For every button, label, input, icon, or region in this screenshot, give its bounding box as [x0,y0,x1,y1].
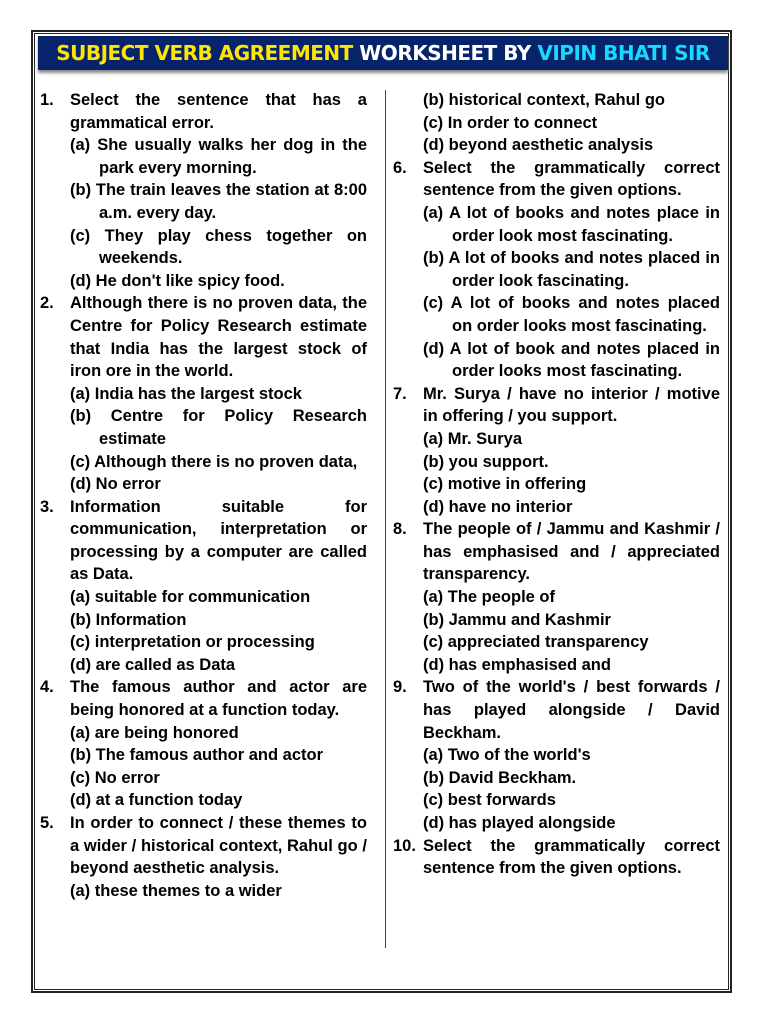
answer-option: (a) She usually walks her dog in the park every morning. [70,136,367,177]
question-number: 7. [393,384,407,403]
question-body [423,676,720,834]
answer-option: (d) has emphasised and [423,655,611,674]
answer-option: (a) A lot of books and notes place in order look most fascinating. [423,203,720,245]
question-stem: Select the grammatically correct sentence from the given options. [423,158,720,200]
question-item [40,89,367,292]
answer-option: (b) Jammu and Kashmir [423,610,611,629]
worksheet-title-banner [38,36,728,70]
question-number: 9. [393,678,407,697]
question-body [423,518,720,676]
column-divider [385,90,386,948]
question-number: 6. [393,158,407,177]
question-stem: In order to connect / these themes to a wider / historical context, Rahul go / beyond aesthetic analysis. [70,814,367,878]
answer-option: (d) at a function today [70,791,243,810]
question-body [423,383,720,519]
question-number: 10. [393,836,416,855]
question-stem: Select the grammatically correct sentence from the given options. [423,836,720,878]
right-column [393,89,720,880]
left-column [40,89,367,902]
answer-option: (d) beyond aesthetic analysis [423,136,654,155]
question-item [393,835,720,880]
answer-option: (a) are being honored [70,723,239,742]
question-stem: The people of / Jammu and Kashmir / has emphasised and / appreciated transparency. [423,520,720,584]
answer-option: (c) best forwards [423,791,556,810]
question-item [40,292,367,495]
question-body [423,835,720,880]
title-author: VIPIN BHATI SIR [537,41,710,65]
title-subject: SUBJECT VERB AGREEMENT [56,41,353,65]
answer-option: (d) has played alongside [423,814,616,832]
answer-option: (d) have no interior [423,497,573,516]
answer-option: (b) Centre for Policy Research estimate [70,407,367,448]
question-body [423,157,720,383]
answer-option: (c) motive in offering [423,475,587,494]
question-number: 2. [40,294,54,313]
answer-option: (d) He don't like spicy food. [70,271,285,290]
question-item [40,676,367,812]
question-stem: Although there is no proven data, the Centre for Policy Research estimate that India has the largest stock of iron ore in the world. [70,294,367,381]
answer-option: (a) Mr. Surya [423,429,523,448]
answer-option: (d) are called as Data [70,655,236,674]
answer-option: (b) The train leaves the station at 8:00 a.m. every day. [70,181,367,222]
answer-option: (c) In order to connect [423,113,598,132]
answer-option: (a) suitable for communication [70,588,311,607]
answer-option: (c) They play chess together on weekends. [70,226,367,268]
answer-option: (b) The famous author and actor [70,746,324,765]
answer-option: (d) No error [70,475,161,494]
answer-option: (c) interpretation or processing [70,633,315,652]
question-item [40,812,367,902]
answer-option: (c) No error [70,768,160,787]
question-item [40,496,367,677]
answer-option: (a) Two of the world's [423,746,591,765]
answer-option: (a) India has the largest stock [70,384,302,403]
question-item [393,157,720,383]
question-stem: Two of the world's / best forwards / has played alongside / David Beckham. [423,678,720,742]
question-body [70,812,367,902]
question-item [393,383,720,519]
answer-option: (d) A lot of book and notes placed in order looks most fascinating. [423,339,720,381]
question-5-continuation [393,89,720,157]
answer-option: (c) Although there is no proven data, [70,452,358,471]
question-item [393,676,720,834]
answer-option: (b) Information [70,610,187,629]
answer-option: (a) these themes to a wider [70,881,282,900]
question-number: 3. [40,497,54,516]
question-stem: The famous author and actor are being honored at a function today. [70,678,367,720]
question-body [70,89,367,292]
question-stem: Information suitable for communication, interpretation or processing by a computer are called as Data. [70,497,367,584]
answer-option: (b) A lot of books and notes placed in order look fascinating. [423,249,720,290]
answer-option: (a) The people of [423,588,555,607]
title-worksheet: WORKSHEET BY [359,41,531,65]
answer-option: (b) historical context, Rahul go [423,91,666,109]
question-number: 4. [40,678,54,697]
question-body [70,676,367,812]
question-number: 1. [40,91,54,109]
question-number: 8. [393,520,407,539]
question-stem: Select the sentence that has a grammatical error. [70,91,367,132]
question-number: 5. [40,814,54,832]
question-stem: Mr. Surya / have no interior / motive in offering / you support. [423,384,720,426]
question-body [70,292,367,495]
answer-option: (c) A lot of books and notes placed on order looks most fascinating. [423,294,720,335]
answer-option: (b) you support. [423,452,549,471]
question-body [70,496,367,677]
answer-option: (b) David Beckham. [423,768,577,787]
answer-option: (c) appreciated transparency [423,633,649,652]
question-item [393,518,720,676]
